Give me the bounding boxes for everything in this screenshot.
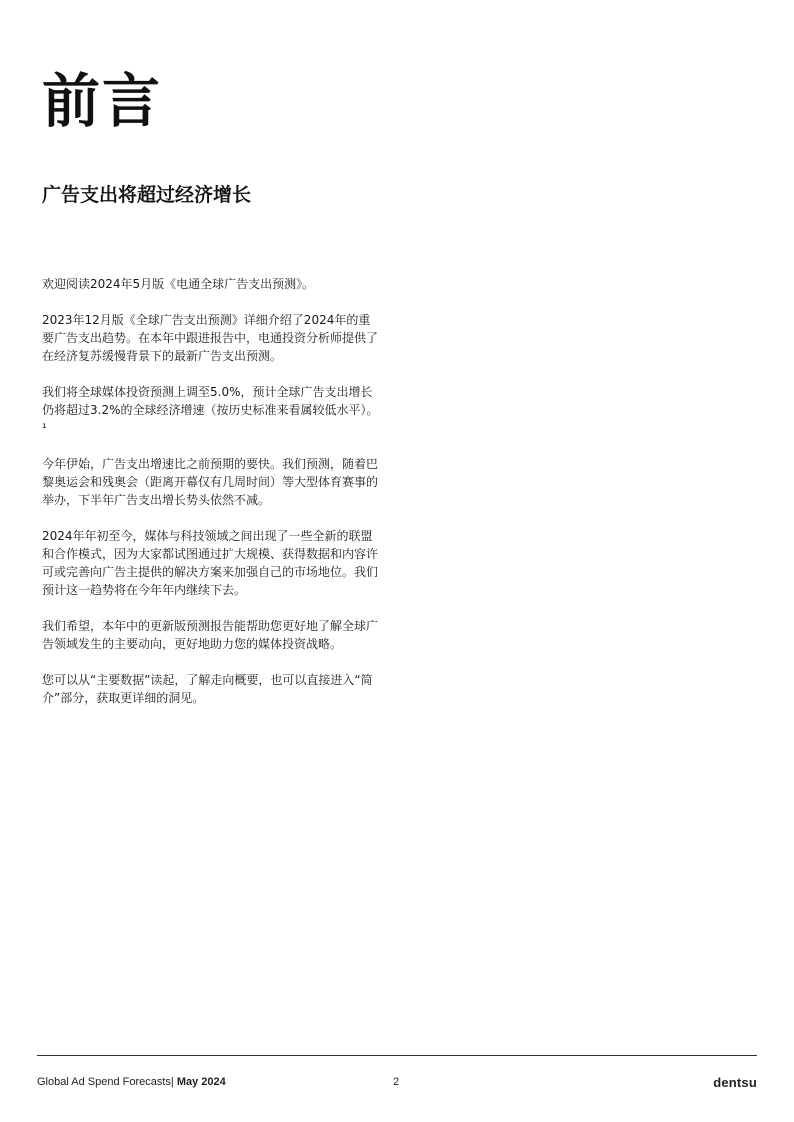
page-title: 前言 (42, 67, 163, 135)
footer-report-name (37, 1076, 226, 1088)
page-footer (37, 1076, 757, 1092)
footer-report-title: Global Ad Spend Forecasts (37, 1076, 171, 1088)
paragraph-december-edition: 2023年12月版《全球广告支出预测》详细介绍了2024年的重要广告支出趋势。在本年中跟进报告中，电通投资分析师提供了在经济复苏缓慢背景下的最新广告支出预测。 (42, 313, 379, 363)
paragraph-welcome: 欢迎阅读2024年5月版《电通全球广告支出预测》。 (42, 277, 315, 291)
paragraph-alliances: 2024年年初至今，媒体与科技领域之间出现了一些全新的联盟和合作模式，因为大家都试图通过扩大规模、获得数据和内容许可或完善向广告主提供的解决方案来加强自己的市场地位。我们预计这一趋势将在今年年内继续下去。 (42, 529, 379, 597)
footer-report-date: May 2024 (176, 1076, 226, 1088)
section-subtitle: 广告支出将超过经济增长 (42, 184, 252, 206)
intro-body (42, 275, 382, 725)
paragraph-navigation: 您可以从“主要数据”读起，了解走向概要，也可以直接进入“简介”部分，获取更详细的洞见。 (42, 673, 373, 705)
dentsu-logo: dentsu (713, 1075, 757, 1090)
paragraph-forecast-raise: 我们将全球媒体投资预测上调至5.0%，预计全球广告支出增长仍将超过3.2%的全球经济增速（按历史标准来看属较低水平）。¹ (42, 385, 379, 435)
page-number: 2 (393, 1076, 400, 1088)
footer-separator: | (170, 1076, 177, 1088)
footer-divider (37, 1055, 757, 1056)
paragraph-sports-events: 今年伊始，广告支出增速比之前预期的要快。我们预测，随着巴黎奥运会和残奥会（距离开幕仅有几周时间）等大型体育赛事的举办，下半年广告支出增长势头依然不减。 (42, 457, 379, 507)
paragraph-hope: 我们希望，本年中的更新版预测报告能帮助您更好地了解全球广告领域发生的主要动向，更好地助力您的媒体投资战略。 (42, 619, 379, 651)
